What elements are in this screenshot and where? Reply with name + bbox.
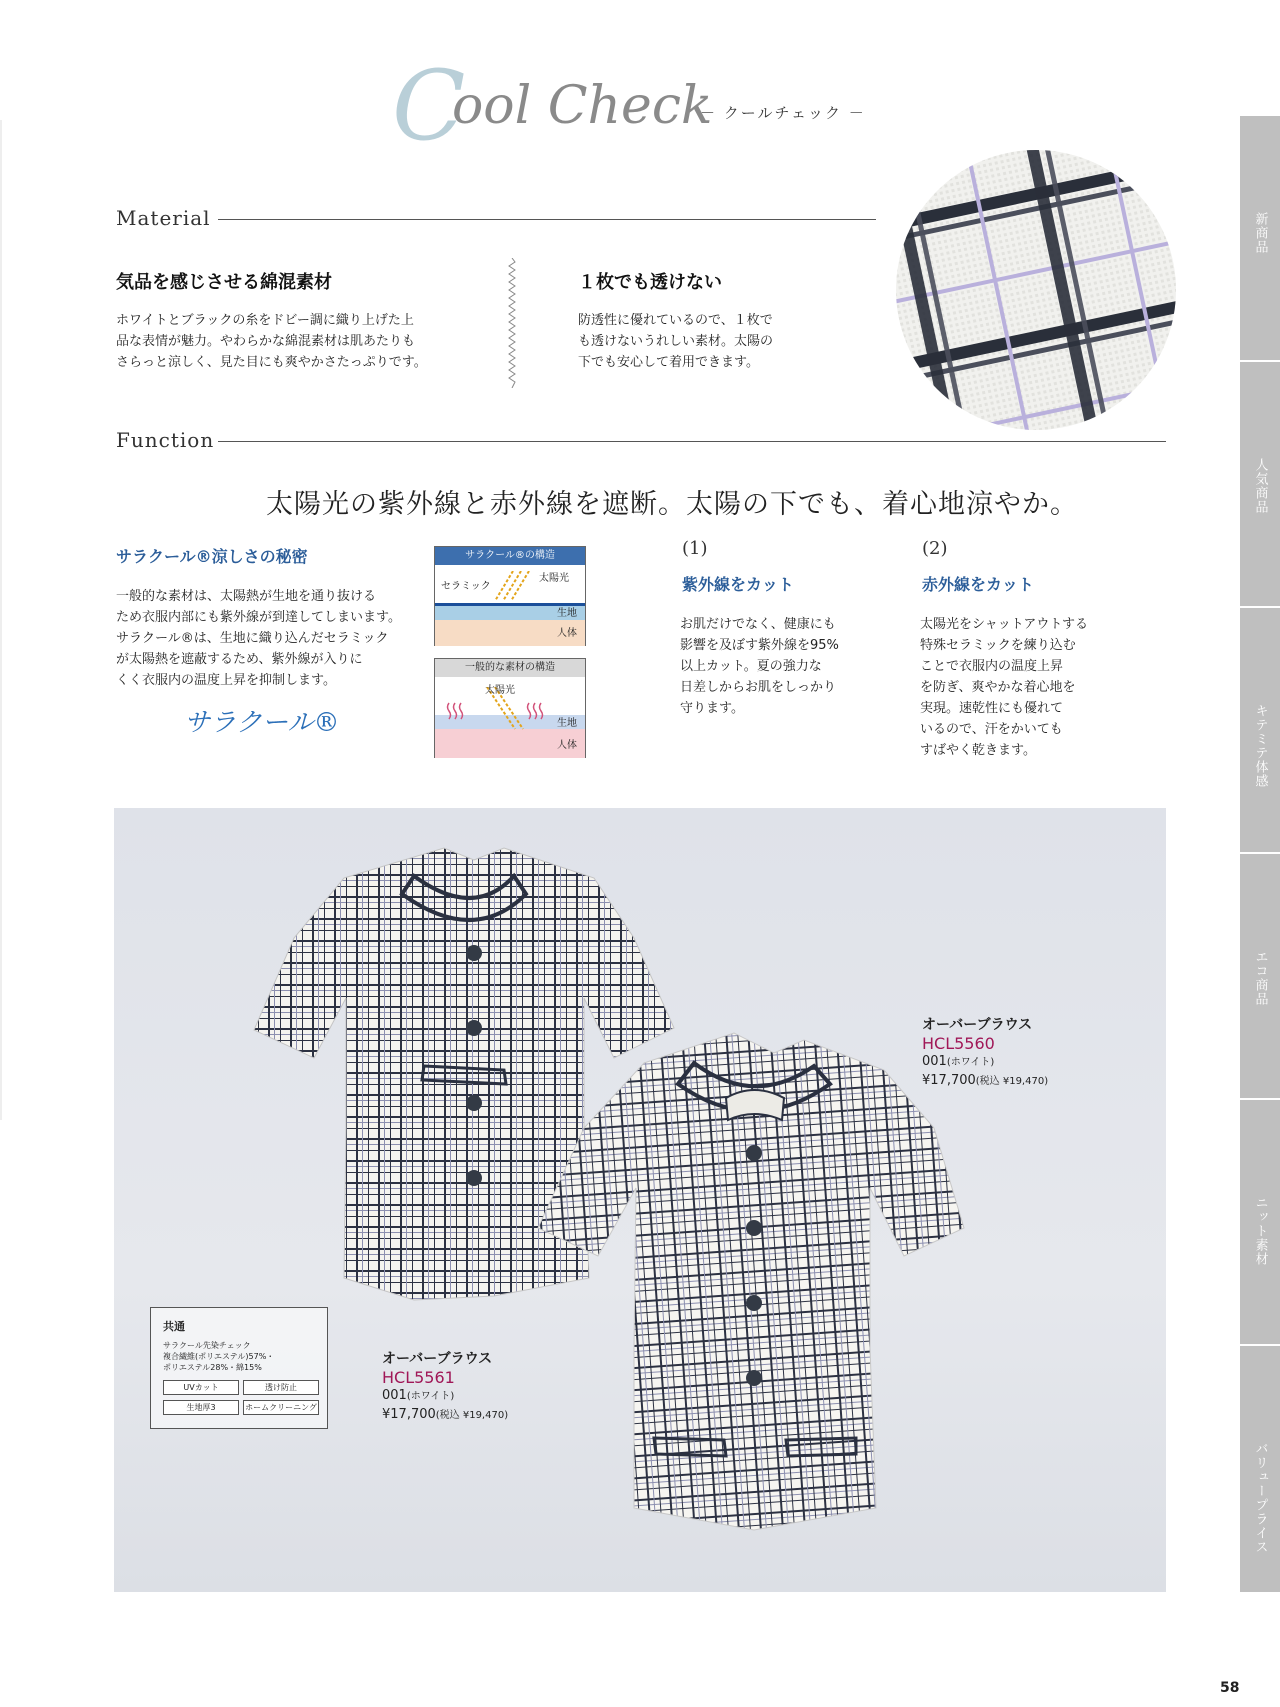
material-divider <box>218 219 876 220</box>
tag-fabric-thickness: 生地厚3 <box>163 1400 239 1415</box>
spec-box <box>150 1307 328 1429</box>
ir-heading: 赤外線をカット <box>922 575 1034 594</box>
material-right-text: 防透性に優れているので、１枚で も透けないうれしい素材。太陽の 下でも安心して着用できます。 <box>578 313 774 370</box>
side-tab-experience[interactable]: キテミテ体感 <box>1240 608 1280 854</box>
product-hcl5560: オーバーブラウス HCL5560 001(ホワイト) ¥17,700(税込 ¥19,470) <box>922 1017 1049 1088</box>
blouse-front <box>538 1033 964 1530</box>
tag-home-cleaning: ホームクリーニング <box>243 1400 319 1415</box>
ir-number: (2) <box>922 538 948 559</box>
side-tab-new[interactable]: 新商品 <box>1240 116 1280 362</box>
spec-material: サラクール先染チェック 複合繊維(ポリエステル)57%・ ポリエステル28%・綿15% <box>163 1341 275 1372</box>
spec-title: 共通 <box>163 1320 185 1333</box>
saracool-structure-diagram: サラクール®の構造 セラミック 太陽光 生地 人体 <box>434 546 586 646</box>
diagram2-title: 一般的な素材の構造 <box>435 659 585 677</box>
saracool-logo: サラクール® <box>184 708 340 738</box>
material-left-text: ホワイトとブラックの糸をドビー調に織り上げた上 品な表情が魅力。やわらかな綿混素材は肌あたりも さらっと涼しく、見た目にも爽やかさたっぷりです。 <box>116 313 427 370</box>
page-title: ool Check <box>452 76 713 136</box>
uv-number: (1) <box>682 538 708 559</box>
page-subtitle: － クールチェック － <box>700 104 866 122</box>
side-tab-knit[interactable]: ニット素材 <box>1240 1100 1280 1346</box>
side-tab-eco[interactable]: エコ商品 <box>1240 854 1280 1100</box>
product-photo <box>114 808 1166 1592</box>
saracool-heading: サラクール®涼しさの秘密 <box>116 547 308 566</box>
uv-text: お肌だけでなく、健康にも 影響を及ぼす紫外線を95% 以上カット。夏の強力な 日差しからお肌をしっかり 守ります。 <box>680 617 839 716</box>
function-divider <box>218 441 1166 442</box>
zigzag-divider <box>508 258 516 388</box>
page-number: 58 <box>1220 1680 1240 1696</box>
normal-structure-diagram: 一般的な素材の構造 太陽光 生地 人体 <box>434 658 586 758</box>
title-initial: C <box>392 50 466 162</box>
side-tab-value-price[interactable]: バリュープライス <box>1240 1346 1280 1594</box>
tag-see-through-prevention: 透け防止 <box>243 1380 319 1395</box>
sunlight-arrows-icon <box>489 571 535 603</box>
tag-uv-cut: UVカット <box>163 1380 239 1395</box>
diagram1-title: サラクール®の構造 <box>435 547 585 565</box>
saracool-text: 一般的な素材は、太陽熱が生地を通り抜ける ため衣服内部にも紫外線が到達してしまいます。 サラクール®は、生地に織り込んだセラミック が太陽熱を遮蔽するため、紫外線が入りに くく衣服内の温度上昇を抑制します。 <box>116 589 401 688</box>
left-margin-mark <box>0 120 2 1120</box>
ir-text: 太陽光をシャットアウトする 特殊セラミックを練り込む ことで衣服内の温度上昇 を防ぎ、爽やかな着心地を 実現。速乾性にも優れて いるので、汗をかいても すばやく乾きます。 <box>920 617 1088 758</box>
material-right-heading: １枚でも透けない <box>578 272 722 293</box>
function-headline: 太陽光の紫外線と赤外線を遮断。太陽の下でも、着心地涼やか。 <box>266 489 1078 520</box>
product-hcl5561: オーバーブラウス HCL5561 001(ホワイト) ¥17,700(税込 ¥19,470) <box>382 1351 509 1422</box>
material-left-heading: 気品を感じさせる綿混素材 <box>116 272 332 293</box>
function-label: Function <box>116 428 215 452</box>
uv-heading: 紫外線をカット <box>682 575 794 594</box>
material-label: Material <box>116 206 211 230</box>
fabric-closeup-image <box>896 150 1176 430</box>
side-tab-popular[interactable]: 人気商品 <box>1240 362 1280 608</box>
